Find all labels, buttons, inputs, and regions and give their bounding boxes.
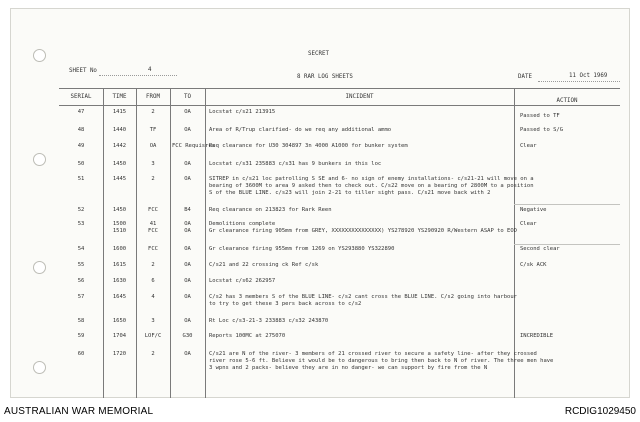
cell-incident: Area of R/Trup clarified- do we req any additional ammo <box>209 127 392 133</box>
punch-hole <box>33 153 46 166</box>
cell-action: INCREDIBLE <box>520 333 554 339</box>
cell-serial: 47 <box>77 109 85 115</box>
column-header-time: TIME <box>112 94 127 100</box>
cell-to: OA <box>184 228 191 234</box>
sheet-number-line <box>99 75 177 76</box>
cell-action: Second clear <box>520 246 560 252</box>
cell-to: OA <box>184 176 191 182</box>
cell-time: 1510 <box>112 228 127 234</box>
cell-incident: 3 wpns and 2 packs- believe they are in no danger- we can support by fire from the N <box>209 365 488 371</box>
cell-time: 1600 <box>112 246 127 252</box>
cell-to: OA <box>184 278 191 284</box>
cell-incident: C/s2 has 3 members S of the BLUE LINE- c/s2 cant cross the BLUE LINE. C/s2 going into harbour <box>209 294 517 300</box>
cell-to: OA <box>184 161 191 167</box>
cell-incident: Demolitions complete <box>209 221 276 227</box>
cell-from: 41 <box>149 221 157 227</box>
cell-serial: 48 <box>77 127 85 133</box>
cell-serial: 55 <box>77 262 85 268</box>
cell-incident: SITREP in c/s21 loc patrolling S SE and 6- no sign of enemy installations- c/s21-21 will move on a <box>209 176 534 182</box>
punch-hole <box>33 261 46 274</box>
cell-to: OA <box>184 221 191 227</box>
cell-from: LOF/C <box>144 333 162 339</box>
date-line <box>538 81 620 82</box>
cell-incident: Reports 100MC at 275070 <box>209 333 286 339</box>
cell-serial: 59 <box>77 333 85 339</box>
sheet-number: 4 <box>148 67 152 73</box>
cell-to: OA <box>184 294 191 300</box>
cell-serial: 56 <box>77 278 85 284</box>
cell-to: G30 <box>182 333 193 339</box>
page-title: 8 RAR LOG SHEETS <box>297 74 353 80</box>
cell-time: 1450 <box>112 161 127 167</box>
cell-time: 1720 <box>112 351 127 357</box>
cell-serial: 49 <box>77 143 85 149</box>
cell-to: OA <box>184 246 191 252</box>
cell-time: 1450 <box>112 207 127 213</box>
punch-hole <box>33 49 46 62</box>
log-sheet <box>10 8 630 398</box>
cell-time: 1630 <box>112 278 127 284</box>
cell-time: 1650 <box>112 318 127 324</box>
cell-time: 1645 <box>112 294 127 300</box>
cell-to: OA <box>184 318 191 324</box>
cell-incident: Gr clearance firing 905mm from GREY, XXXXXXXXXXXXXXX) YS278920 YS290920 R/Western ASAP to EOD <box>209 228 517 234</box>
cell-from: 3 <box>151 318 155 324</box>
cell-from: FCC <box>148 207 158 213</box>
cell-action: Clear <box>520 221 537 227</box>
cell-from: 2 <box>151 176 155 182</box>
column-header-serial: SERIAL <box>70 94 92 100</box>
log-table <box>59 88 620 398</box>
cell-action: Passed to TF <box>520 113 560 119</box>
cell-incident: bearing of 3600M to area 9 asked then to check out. C/s22 move on a bearing of 2800M to a position <box>209 183 534 189</box>
cell-time: 1500 <box>112 221 127 227</box>
cell-from: TF <box>149 127 157 133</box>
cell-serial: 54 <box>77 246 85 252</box>
cell-from: 6 <box>151 278 155 284</box>
cell-incident: Rt Loc c/s3-21-3 233883 c/s32 243870 <box>209 318 329 324</box>
cell-time: 1415 <box>112 109 127 115</box>
date-label: DATE <box>518 74 532 80</box>
cell-incident: Locstat c/s31 235883 c/s31 has 9 bunkers in this loc <box>209 161 382 167</box>
cell-action: Clear <box>520 143 537 149</box>
cell-incident: Locstat c/s62 262957 <box>209 278 276 284</box>
cell-from: 2 <box>151 262 155 268</box>
sheet-label: SHEET No <box>69 68 97 74</box>
cell-from: OA <box>149 143 157 149</box>
column-header-from: FROM <box>146 94 160 100</box>
cell-serial: 57 <box>77 294 85 300</box>
cell-incident: Gr clearance firing 955mm from 1269 on YS293880 YS322890 <box>209 246 395 252</box>
cell-time: 1445 <box>112 176 127 182</box>
cell-serial: 60 <box>77 351 85 357</box>
cell-time: 1440 <box>112 127 127 133</box>
row-separator <box>514 244 620 245</box>
cell-from: 2 <box>151 109 155 115</box>
cell-incident: river rose 5-6 ft. Believe it would be to dangerous to bring then back to N of river. The three men have <box>209 358 554 364</box>
cell-incident: to try to get these 3 pers back across to c/s2 <box>209 301 362 307</box>
cell-from: FCC <box>148 246 158 252</box>
cell-incident: Req clearance for U30 304897 3n 4000 A1000 for bunker system <box>209 143 408 149</box>
secret-marking: SECRET <box>308 51 329 57</box>
cell-time: 1704 <box>112 333 127 339</box>
cell-serial: 51 <box>77 176 85 182</box>
cell-to: OA <box>184 351 191 357</box>
column-header-action: ACTION <box>556 98 578 104</box>
cell-to: FCC Requisrcs <box>172 143 216 149</box>
cell-time: 1442 <box>112 143 127 149</box>
cell-to: OA <box>184 109 191 115</box>
cell-serial: 52 <box>77 207 85 213</box>
cell-from: 2 <box>151 351 155 357</box>
column-header-incident: INCIDENT <box>345 94 374 100</box>
cell-incident: C/s21 and 22 crossing ck Ref c/sk <box>209 262 319 268</box>
cell-action: C/sk ACK <box>520 262 547 268</box>
cell-serial: 53 <box>77 221 85 227</box>
cell-serial: 58 <box>77 318 85 324</box>
cell-time: 1615 <box>112 262 127 268</box>
row-separator <box>514 204 620 205</box>
cell-incident: C/s21 are N of the river- 3 members of 21 crossed river to secure a safety line- after they crossed <box>209 351 537 357</box>
footer-reference: RCDIG1029450 <box>564 406 636 417</box>
cell-serial: 50 <box>77 161 85 167</box>
cell-to: OA <box>184 262 191 268</box>
cell-incident: Locstat c/s21 213915 <box>209 109 276 115</box>
cell-from: 4 <box>151 294 155 300</box>
cell-to: OA <box>184 127 191 133</box>
cell-incident: Req clearance on 213823 for Rark Reen <box>209 207 332 213</box>
cell-from: FCC <box>148 228 158 234</box>
column-header-to: TO <box>184 94 191 100</box>
cell-incident: S of the BLUE LINE. c/s23 will join 2-21 to tiller sight pass. C/s21 move back with 2 <box>209 190 491 196</box>
footer-credit: AUSTRALIAN WAR MEMORIAL <box>4 406 154 417</box>
cell-to: B4 <box>184 207 191 213</box>
punch-hole <box>33 361 46 374</box>
cell-action: Passed to S/G <box>520 127 564 133</box>
cell-from: 3 <box>151 161 155 167</box>
date-value: 11 Oct 1969 <box>569 73 608 79</box>
cell-action: Negative <box>520 207 547 213</box>
